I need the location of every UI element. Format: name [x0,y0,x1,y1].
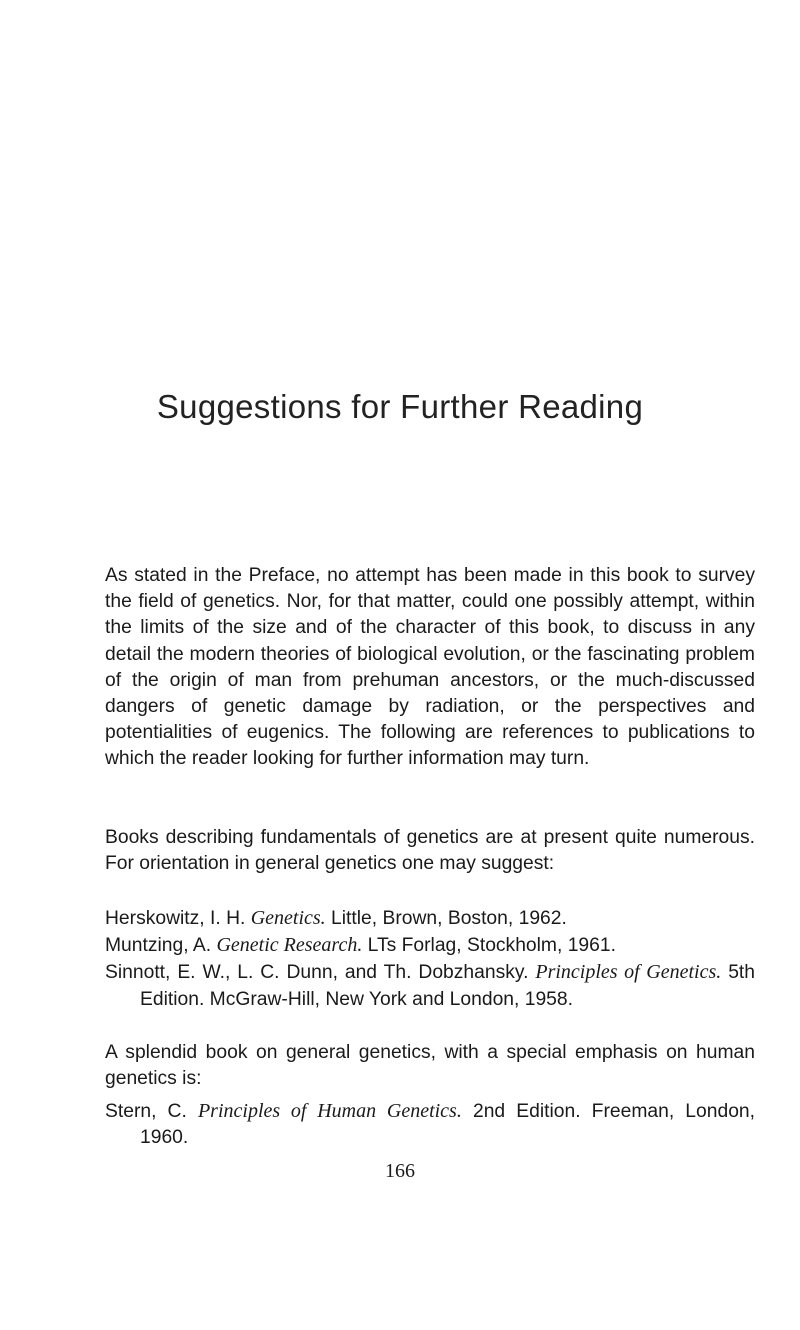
reference-publisher: 2nd Edition. Freeman, London, 1960. [140,1101,756,1149]
human-genetics-paragraph [105,1040,755,1092]
reference-entry [105,959,755,1012]
reference-publisher: Little, Brown, Boston, 1962. [325,908,567,929]
reference-title: Genetics. [250,907,326,929]
intro-paragraph [105,563,755,773]
reference-publisher: 5th Edition. McGraw-Hill, New York and London, 1958. [140,962,756,1010]
books-intro-paragraph [105,825,755,877]
reference-author: Herskowitz, I. H. [105,908,251,929]
reference-entry [105,932,755,959]
general-references [105,905,755,1013]
page-number: 166 [385,1160,415,1182]
chapter-title: Suggestions for Further Reading [156,388,644,425]
reference-title: Genetic Research. [216,934,363,957]
reference-author: Muntzing, A. [105,935,217,957]
reference-title: Principles of Genetics. [535,961,722,984]
reference-author: Stern, C. [105,1101,198,1122]
intro-text: As stated in the Preface, no attempt has been made in this book to survey the field of genetics. Nor, for that matter, could one possibly attempt, within the limits of the size and of the character of this book, to discuss in any detail the modern theories of biological evolution, or the fascinating problem of the origin of man from prehuman ancestors, or the much-discussed dangers of genetic damage by radiation, or the perspectives and potentialities of eugenics. The following are references to publications to which the reader looking for further information may turn. [105,565,755,770]
human-references [105,1098,755,1151]
reference-entry [105,1098,755,1151]
reference-entry [105,905,755,932]
human-intro-text: A splendid book on general genetics, with a special emphasis on human genetics is: [105,1042,755,1090]
reference-author: Sinnott, E. W., L. C. Dunn, and Th. Dobzhansky. [105,962,536,984]
books-intro-text: Books describing fundamentals of genetics are at present quite numerous. For orientation in general genetics one may suggest: [105,827,755,875]
reference-title: Principles of Human Genetics. [197,1100,462,1122]
reference-publisher: LTs Forlag, Stockholm, 1961. [362,935,616,957]
